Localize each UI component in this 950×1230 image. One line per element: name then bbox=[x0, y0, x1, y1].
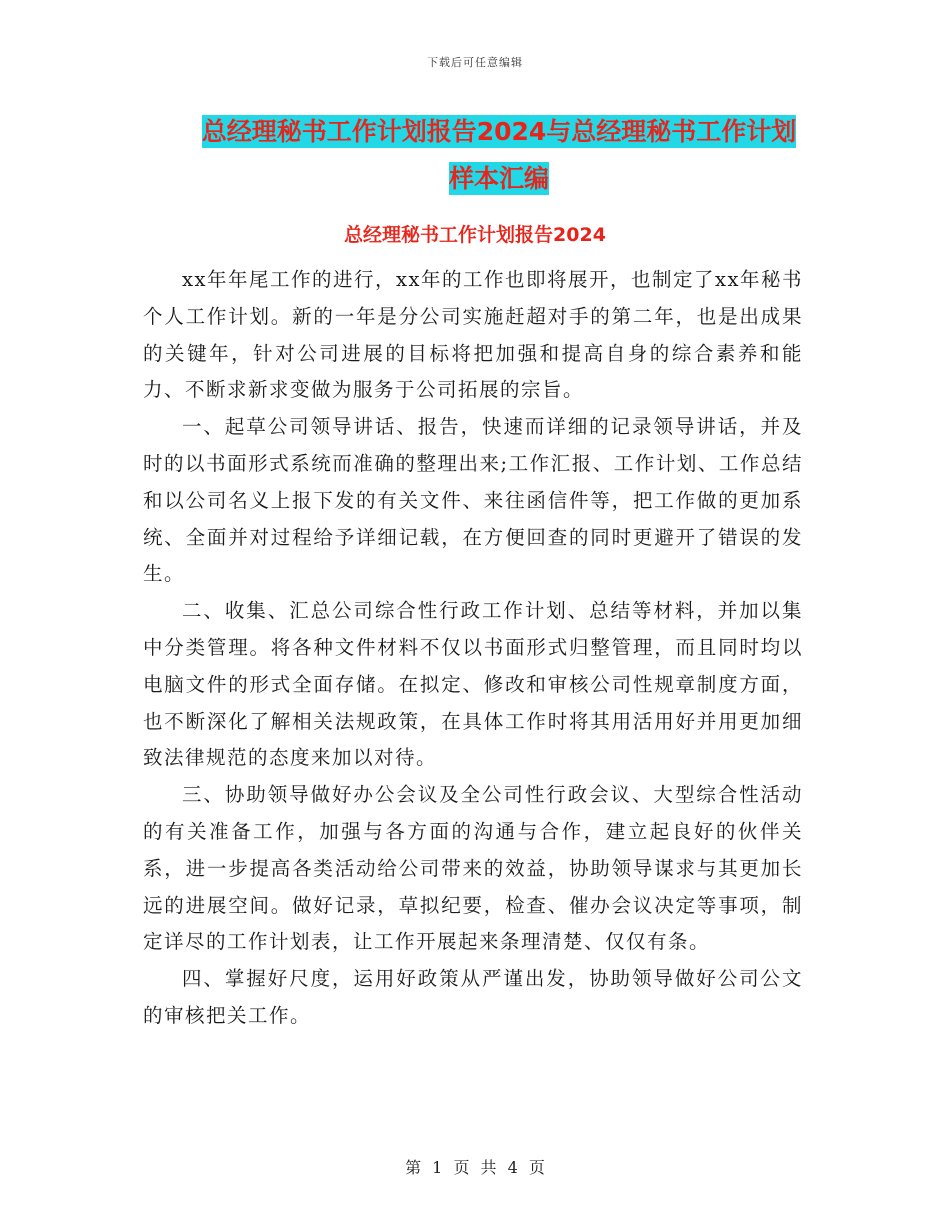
document-body bbox=[143, 262, 803, 1035]
document-title-line-1: 总经理秘书工作计划报告2024与总经理秘书工作计划 bbox=[201, 117, 797, 146]
document-title-line-2: 样本汇编 bbox=[448, 164, 549, 193]
body-paragraph-item-2: 二、收集、汇总公司综合性行政工作计划、总结等材料，并加以集中分类管理。将各种文件材料不仅以书面形式归整管理，而且同时均以电脑文件的形式全面存储。在拟定、修改和审核公司性规章制度方面，也不断深化了解相关法规政策，在具体工作时将其用活用好并用更加细致法律规范的态度来加以对待。 bbox=[143, 599, 803, 770]
page-header-note: 下载后可任意编辑 bbox=[427, 56, 523, 69]
section-title: 总经理秘书工作计划报告2024 bbox=[344, 224, 606, 246]
body-paragraph-item-4: 四、掌握好尺度，运用好政策从严谨出发，协助领导做好公司公文的审核把关工作。 bbox=[143, 967, 803, 1027]
page-number-footer: 第 1 页 共 4 页 bbox=[405, 1158, 545, 1177]
document-title bbox=[188, 108, 810, 202]
body-paragraph-item-3: 三、协助领导做好办公会议及全公司性行政会议、大型综合性活动的有关准备工作，加强与各方面的沟通与合作，建立起良好的伙伴关系，进一步提高各类活动给公司带来的效益，协助领导谋求与其更加长远的进展空间。做好记录，草拟纪要，检查、催办会议决定等事项，制定详尽的工作计划表，让工作开展起来条理清楚、仅仅有条。 bbox=[143, 783, 803, 954]
body-paragraph-item-1: 一、起草公司领导讲话、报告，快速而详细的记录领导讲话，并及时的以书面形式系统而准确的整理出来;工作汇报、工作计划、工作总结和以公司名义上报下发的有关文件、来往函信件等，把工作做的更加系统、全面并对过程给予详细记载，在方便回查的同时更避开了错误的发生。 bbox=[143, 415, 803, 586]
body-paragraph-intro: xx年年尾工作的进行，xx年的工作也即将展开，也制定了xx年秘书个人工作计划。新的一年是分公司实施赶超对手的第二年，也是出成果的关键年，针对公司进展的目标将把加强和提高自身的综合素养和能力、不断求新求变做为服务于公司拓展的宗旨。 bbox=[143, 268, 803, 402]
